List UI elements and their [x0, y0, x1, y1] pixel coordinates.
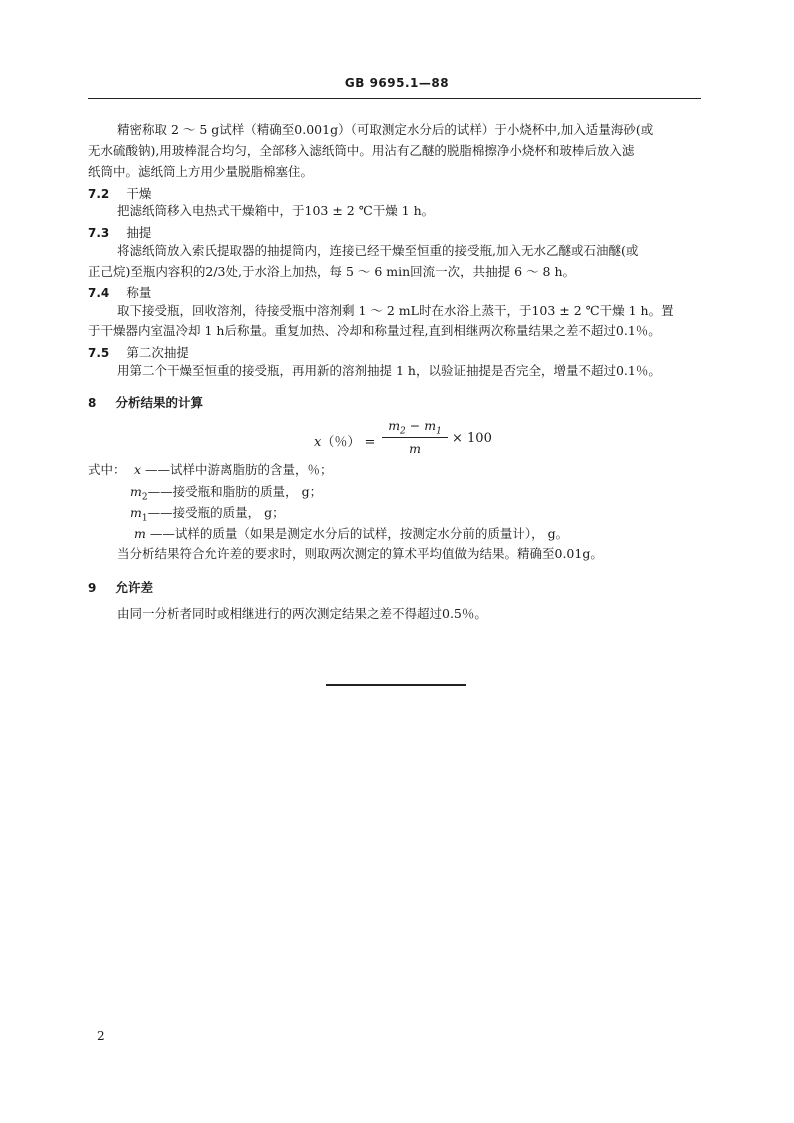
formula-multiplier: × 100: [452, 431, 492, 446]
section-number: 9: [88, 581, 97, 595]
definition-x: x ——试样中游离脂肪的含量，％；: [134, 462, 333, 477]
where-label: 式中：: [88, 462, 126, 477]
formula-lhs-text: （％） =: [321, 435, 376, 450]
fraction-bar: [382, 437, 448, 438]
paragraph-line: 纸筒中。滤纸筒上方用少量脱脂棉塞住。: [88, 164, 314, 179]
definition-m2: $m_2——$接受瓶和脂肪的质量， g；: [130, 484, 323, 503]
section-number: 7.4: [88, 286, 110, 300]
paragraph-line: 精密称取 2 ～ 5 g试样（精确至0.001g）（可取测定水分后的试样）于小烧杯中,加入适量海砂(或: [117, 122, 654, 137]
definition-m: m ——试样的质量（如果是测定水分后的试样，按测定水分前的质量计）， g。: [134, 526, 569, 541]
paragraph-line: 由同一分析者同时或相继进行的两次测定结果之差不得超过0.5％。: [117, 606, 487, 621]
section-heading-9: [88, 577, 153, 596]
paragraph-line: 用第二个干燥至恒重的接受瓶，再用新的溶剂抽提 1 h，以验证抽提是否完全，增量不超过0.1％。: [117, 363, 661, 378]
section-heading-7-4: [88, 282, 151, 301]
section-number: 8: [88, 396, 97, 410]
section-number: 7.3: [88, 226, 110, 240]
section-heading-7-2: [88, 183, 151, 202]
page-number: 2: [97, 1029, 105, 1043]
section-title: 抽提: [126, 225, 152, 240]
section-title: 分析结果的计算: [115, 395, 203, 410]
paragraph-line: 无水硫酸钠),用玻棒混合均匀，全部移入滤纸筒中。用沾有乙醚的脱脂棉擦净小烧杯和玻棒后放入滤: [88, 143, 635, 158]
page-header: GB 9695.1—88: [344, 76, 450, 90]
section-title: 第二次抽提: [126, 345, 189, 360]
formula-numerator: $m_2 - m_1$: [388, 418, 442, 437]
section-number: 7.2: [88, 187, 110, 201]
paragraph-line: 正己烷)至瓶内容积的2/3处,于水浴上加热，每 5 ～ 6 min回流一次，共抽提 6 ～ 8 h。: [88, 264, 576, 279]
section-title: 干燥: [126, 186, 152, 201]
section-heading-7-5: [88, 342, 189, 361]
result-note: 当分析结果符合允许差的要求时，则取两次测定的算术平均值做为结果。精确至0.01g。: [117, 546, 603, 561]
definition-m1: $m_1——$接受瓶的质量， g；: [130, 505, 285, 524]
header-rule: [88, 98, 701, 99]
end-rule: [326, 684, 466, 686]
formula-lhs: [314, 431, 375, 450]
section-heading-8: [88, 392, 203, 411]
paragraph-line: 将滤纸筒放入索氏提取器的抽提筒内，连接已经干燥至恒重的接受瓶,加入无水乙醚或石油醚(或: [117, 243, 639, 258]
section-heading-7-3: [88, 222, 151, 241]
paragraph-line: 把滤纸筒移入电热式干燥箱中，于103 ± 2 ℃干燥 1 h。: [117, 203, 435, 218]
section-number: 7.5: [88, 346, 110, 360]
section-title: 允许差: [115, 580, 153, 595]
formula-var-x: x: [314, 435, 322, 450]
paragraph-line: 于干燥器内室温冷却 1 h后称量。重复加热、冷却和称量过程,直到相继两次称量结果之差不超过0.1％。: [88, 323, 661, 338]
paragraph-line: 取下接受瓶，回收溶剂，待接受瓶中溶剂剩 1 ～ 2 mL时在水浴上蒸干，于103 ± 2 ℃干燥 1 h。置: [117, 303, 674, 318]
section-title: 称量: [126, 285, 152, 300]
formula-denominator: m: [409, 441, 421, 456]
